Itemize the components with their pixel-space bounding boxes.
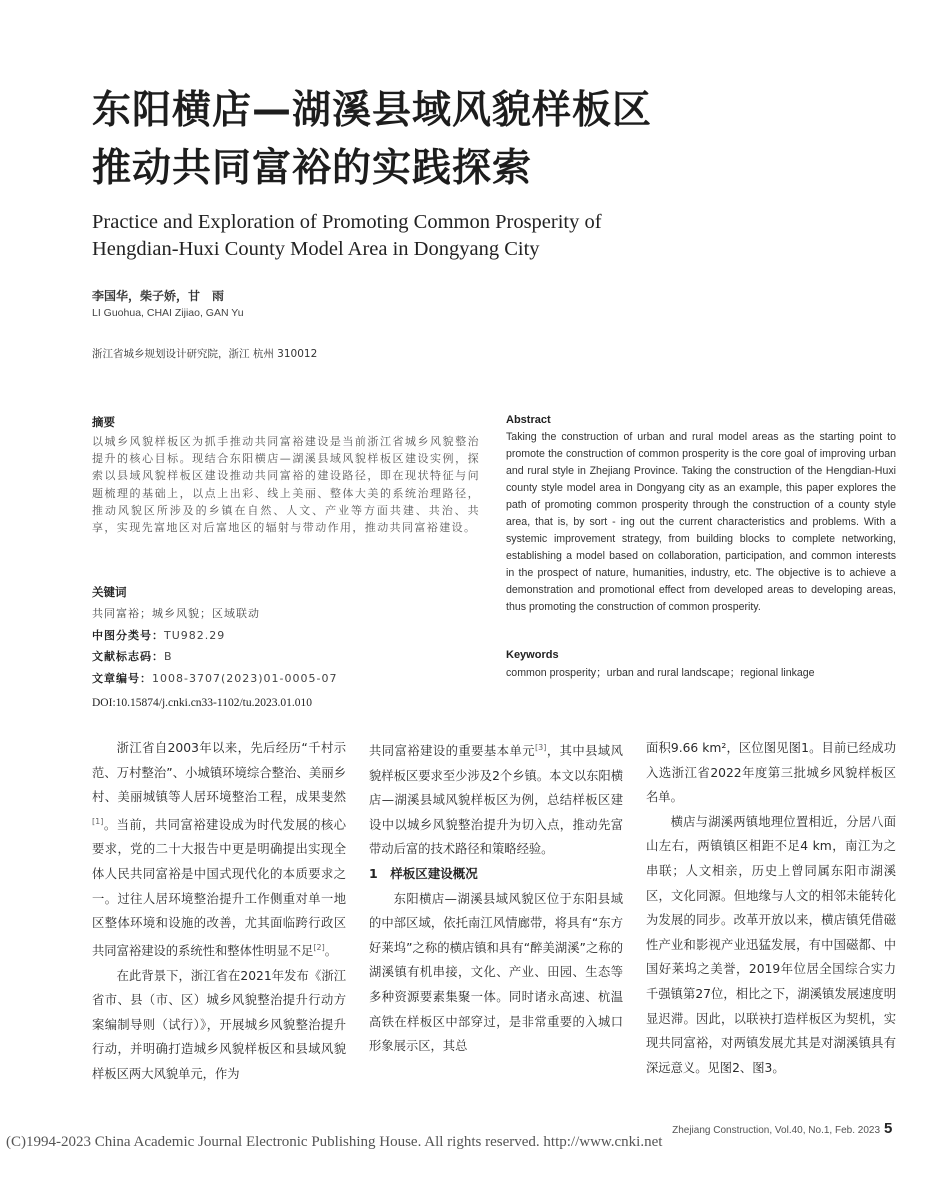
citation-ref[interactable]: [2] — [313, 942, 325, 952]
body-paragraph: 浙江省自2003年以来，先后经历“千村示范、万村整治”、小城镇环境综合整治、美丽乡村、美丽城镇等人居环境整治工程，成果斐然[1]。当前，共同富裕建设成为时代发展的核心要求，党的二十大报告中更是明确提出实现全体人民共同富裕是中国式现代化的本质要求之一。过往人居环境整治提升工作侧重对单一地区整体环境和设施的改善，尤其面临跨行政区共同富裕建设的系统性和整体性明显不足[2]。 — [92, 741, 346, 958]
abstract-zh-text: 以城乡风貌样板区为抓手推动共同富裕建设是当前浙江省城乡风貌整治提升的核心目标。现结合东阳横店—湖溪县域风貌样板区建设实例，探索以县域风貌样板区建设推动共同富裕的建设路径，即在现状特征与问题梳理的基础上，以点上出彩、线上美丽、整体大美的系统治理路径，推动风貌区所涉及的乡镇在自然、人文、产业等方面共建、共治、共享，实现先富地区对后富地区的辐射与带动作用，推动共同富裕建设。 — [92, 435, 480, 535]
abstract-zh-label: 摘要 — [92, 415, 115, 429]
article-no-label: 文章编号： — [92, 672, 152, 685]
abstract-en-text: Taking the construction of urban and rural model areas as the starting point to promote the construction of common prosperity is the core goal of improving urban and rural style in Zhejiang Province. Taking the construction of the Hengdian-Huxi county style model area in Dongyang city as an example, this paper explores the path of promoting common prosperity through the construction of a county style area, that is, by sort - ing out the current characteristics and problems. With a systemic improvement strategy, from building blocks to complete networking, establishing a model based on collaboration, participation, and common interests in the prospect of nature, humanities, industry, etc. The objective is to achieve a demonstration and promotional effect from developed areas to developing areas, thus promoting the construction of common prosperity. — [506, 431, 896, 613]
copyright-line: (C)1994-2023 China Academic Journal Electronic Publishing House. All rights reserved. http://www.cnki.net — [6, 1134, 663, 1150]
body-column-3 — [646, 736, 896, 1080]
keywords-zh-label: 关键词 — [92, 585, 127, 599]
doc-code-value: B — [164, 650, 173, 663]
body-paragraph: 横店与湖溪两镇地理位置相近，分居八面山左右，两镇镇区相距不足4 km，南江为之串联；人文相亲，历史上曾同属东阳市湖溪区，文化同源。但地缘与人文的相邻未能转化为发展的同步。改革开放以来，横店镇凭借磁性产业和影视产业迅猛发展，有中国磁都、中国好莱坞之美誉，2019年位居全国综合实力千强镇第27位，相比之下，湖溪镇发展速度明显迟滞。因此，以联袂打造样板区为契机，实现共同富裕，对两镇发展尤其是对湖溪镇具有深远意义。见图2、图3。 — [646, 814, 896, 1075]
section-heading: 1 样板区建设概况 — [369, 866, 478, 882]
body-paragraph: 东阳横店—湖溪县域风貌区位于东阳县域的中部区域，依托南江风情廊带，将具有“东方好莱坞”之称的横店镇和具有“醉美湖溪”之称的湖溪镇有机串接，文化、产业、田园、生态等多种资源要素集聚一体。同时诸永高速、杭温高铁在样板区中部穿过，是非常重要的入城口形象展示区，其总 — [369, 891, 623, 1054]
clc-label: 中图分类号： — [92, 629, 164, 642]
authors: 李国华，柴子娇，甘 雨 — [92, 289, 225, 303]
article-title — [92, 82, 812, 198]
keywords-en-text: common prosperity；urban and rural landscape；regional linkage — [506, 667, 815, 679]
keywords-zh-text: 共同富裕；城乡风貌；区域联动 — [92, 607, 260, 620]
body-paragraph: 共同富裕建设的重要基本单元[3]，其中县域风貌样板区要求至少涉及2个乡镇。本文以东阳横店—湖溪县域风貌样板区为例，总结样板区建设中以城乡风貌整治提升为切入点，推动先富带动后富的技术路径和策略经验。 — [369, 743, 623, 857]
body-paragraph: 面积9.66 km²，区位图见图1。目前已经成功入选浙江省2022年度第三批城乡风貌样板区名单。 — [646, 741, 896, 805]
journal-footer: Zhejiang Construction, Vol.40, No.1, Feb. 2023 — [672, 1125, 880, 1136]
doi[interactable]: DOI:10.15874/j.cnki.cn33-1102/tu.2023.01.010 — [92, 697, 312, 709]
title-line-2: 推动共同富裕的实践探索 — [92, 146, 533, 191]
citation-ref[interactable]: [3] — [535, 743, 547, 752]
clc-value: TU982.29 — [164, 629, 226, 642]
body-paragraph: 在此背景下，浙江省在2021年发布《浙江省市、县（市、区）城乡风貌整治提升行动方案编制导则（试行）》，开展城乡风貌整治提升行动，并明确打造城乡风貌样板区和县域风貌样板区两大风貌单元，作为 — [92, 968, 346, 1081]
title-line-1: 东阳横店—湖溪县域风貌样板区 — [92, 88, 653, 133]
doc-code-line — [92, 648, 173, 664]
affiliation: 浙江省城乡规划设计研究院，浙江 杭州 310012 — [92, 348, 318, 360]
english-title — [92, 209, 852, 263]
english-title-line-2: Hengdian-Huxi County Model Area in Dongyang City — [92, 238, 540, 260]
doc-code-label: 文献标志码： — [92, 650, 164, 663]
article-no-line — [92, 670, 337, 686]
abstract-en-label: Abstract — [506, 414, 551, 426]
keywords-en-label: Keywords — [506, 649, 559, 661]
page-number: 5 — [884, 1120, 893, 1137]
authors-english: LI Guohua, CHAI Zijiao, GAN Yu — [92, 307, 244, 319]
clc-line — [92, 627, 225, 643]
english-title-line-1: Practice and Exploration of Promoting Common Prosperity of — [92, 211, 602, 233]
citation-ref[interactable]: [1] — [92, 816, 104, 826]
article-no-value: 1008-3707(2023)01-0005-07 — [152, 672, 338, 685]
body-column-2 — [369, 736, 623, 1059]
body-column-1 — [92, 736, 346, 1087]
